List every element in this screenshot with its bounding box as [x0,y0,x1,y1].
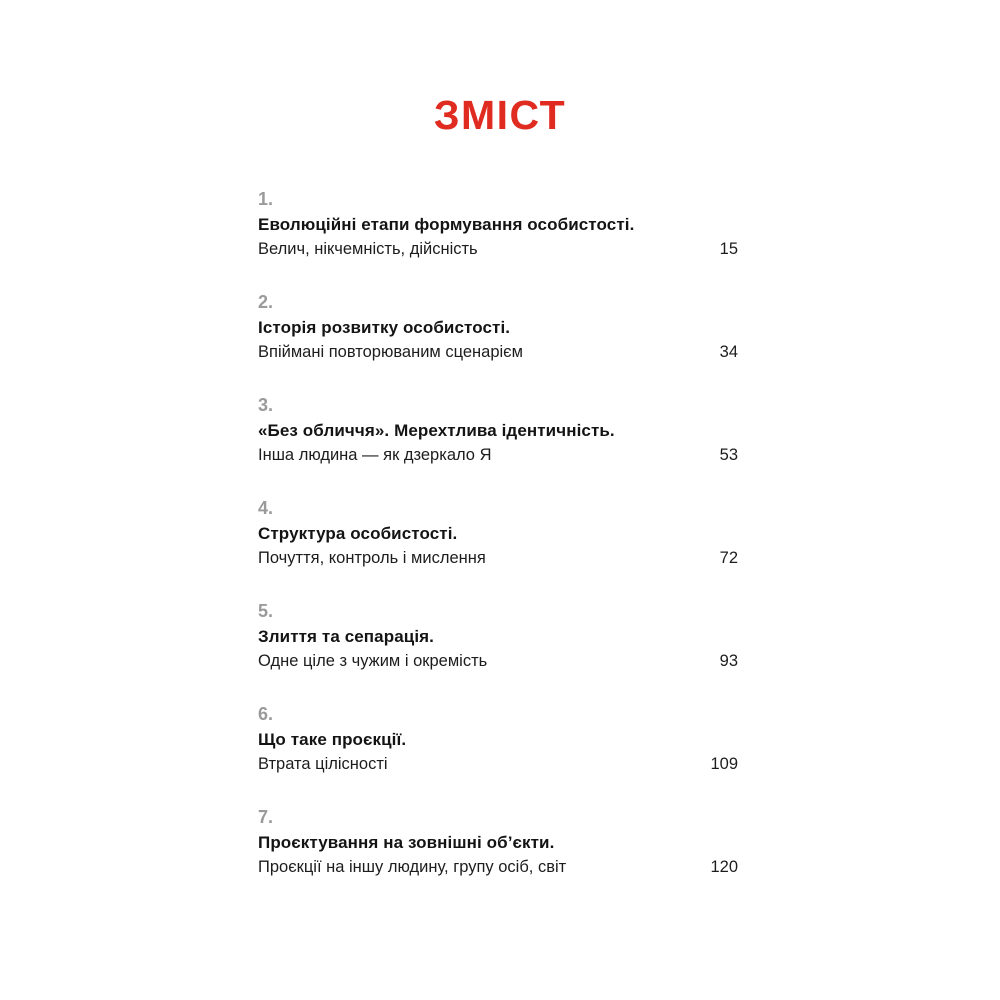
toc-entry-page-number: 15 [719,239,738,258]
toc-entry-number: 7. [258,807,274,828]
toc-entry-number: 6. [258,704,274,725]
toc-entry-subtitle: Втрата цілісності [258,754,388,773]
toc-entry-list [258,188,738,909]
toc-entry-title: Проєктування на зовнішні об’єкти. [258,832,555,852]
toc-entry-subtitle: Велич, нікчемність, дійсність [258,239,478,258]
toc-entry-title: Історія розвитку особистості. [258,317,511,337]
toc-entry [258,291,738,363]
toc-entry-number: 2. [258,292,274,313]
toc-entry [258,600,738,672]
toc-entry-row [258,754,738,775]
toc-entry [258,188,738,260]
toc-entry-title: «Без обличчя». Мерехтлива ідентичність. [258,420,615,440]
toc-entry-page-number: 34 [719,342,738,361]
toc-entry-row [258,548,738,569]
toc-entry-number: 5. [258,601,274,622]
toc-entry-subtitle: Почуття, контроль і мислення [258,548,486,567]
page-title: ЗМІСТ [433,92,567,138]
toc-entry-subtitle: Впіймані повторюваним сценарієм [258,342,523,361]
toc-entry-title: Злиття та сепарація. [258,626,434,646]
toc-entry-subtitle: Проєкції на іншу людину, групу осіб, світ [258,857,567,876]
toc-entry-page-number: 72 [719,548,738,567]
toc-entry-row [258,445,738,466]
toc-entry-number: 4. [258,498,274,519]
toc-entry-page-number: 120 [710,857,738,876]
toc-entry-row [258,651,738,672]
toc-entry-row [258,857,738,878]
toc-entry-title: Структура особистості. [258,523,458,543]
toc-entry-row [258,239,738,260]
toc-entry [258,703,738,775]
toc-entry-subtitle: Інша людина — як дзеркало Я [258,445,492,464]
toc-entry [258,806,738,878]
toc-entry [258,394,738,466]
toc-entry-subtitle: Одне ціле з чужим і окремість [258,651,488,670]
toc-entry-number: 1. [258,189,274,209]
toc-entry-title: Еволюційні етапи формування особистості. [258,214,635,234]
toc-entry-page-number: 93 [719,651,738,670]
toc-entry-title: Що таке проєкції. [258,729,407,749]
toc-entry-page-number: 53 [719,445,738,464]
toc-entry-number: 3. [258,395,274,416]
toc-entry-row [258,342,738,363]
toc-entry-page-number: 109 [710,754,738,773]
toc-entry [258,497,738,569]
